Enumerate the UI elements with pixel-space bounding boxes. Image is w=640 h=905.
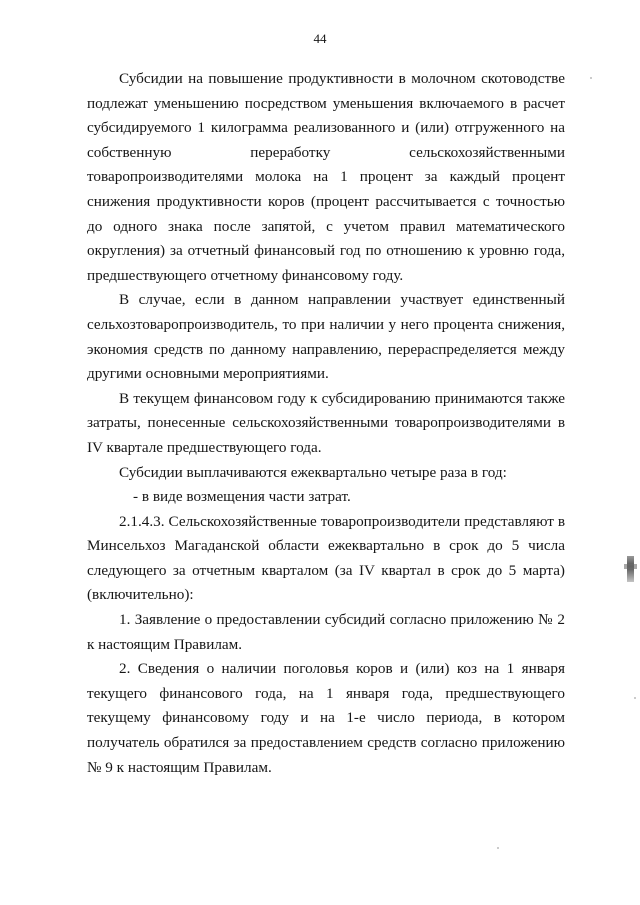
- scan-dot: [634, 697, 636, 699]
- document-body: [87, 67, 565, 780]
- list-item-livestock-info: 2. Сведения о наличии поголовья коров и (или) коз на 1 января текущего финансового года, на 1 января года, предшествующего текущему финансовому году и на 1-е число периода, в котором получатель обратился за предоставлением средств согласно приложению № 9 к настоящим Правилам.: [87, 660, 565, 776]
- paragraph-productivity-reduction: Субсидии на повышение продуктивности в молочном скотоводстве подлежат уменьшению посредством уменьшения включаемого в расчет субсидируемого 1 килограмма реализованного и (или) отгруженного на собственную переработку сельскохозяйственными товаропроизводителями молока на 1 процент за каждый процент снижения продуктивности коров (процент рассчитывается с точностью до одного знака после запятой, с учетом правил математического округления) за отчетный финансовый год по отношению к уровню года, предшествующего отчетному финансовому году.: [87, 70, 565, 284]
- paragraph-q4-costs: В текущем финансовом году к субсидированию принимаются также затраты, понесенные сельскохозяйственными товаропроизводителями в IV квартале предшествующего года.: [87, 389, 565, 456]
- paragraph-partial-reimbursement: - в виде возмещения части затрат.: [133, 488, 351, 506]
- scan-dot: [497, 847, 499, 849]
- paragraph-section-2-1-4-3: 2.1.4.3. Сельскохозяйственные товаропроизводители представляют в Минсельхоз Магаданской области ежеквартально в срок до 5 числа следующего за отчетным кварталом (за IV квартал в срок до 5 марта) (включительно):: [87, 512, 565, 604]
- list-item-application: 1. Заявление о предоставлении субсидий согласно приложению № 2 к настоящим Правилам.: [87, 611, 565, 653]
- page-number: 44: [313, 31, 327, 46]
- paragraph-payment-schedule: Субсидии выплачиваются ежеквартально четыре раза в год:: [119, 463, 507, 481]
- paragraph-single-producer: В случае, если в данном направлении участвует единственный сельхозтоваропроизводитель, то при наличии у него процента снижения, экономия средств по данному направлению, перераспределяется между другими основными мероприятиями.: [87, 291, 565, 383]
- scan-dot: [590, 77, 592, 79]
- scan-artifact: [627, 556, 634, 582]
